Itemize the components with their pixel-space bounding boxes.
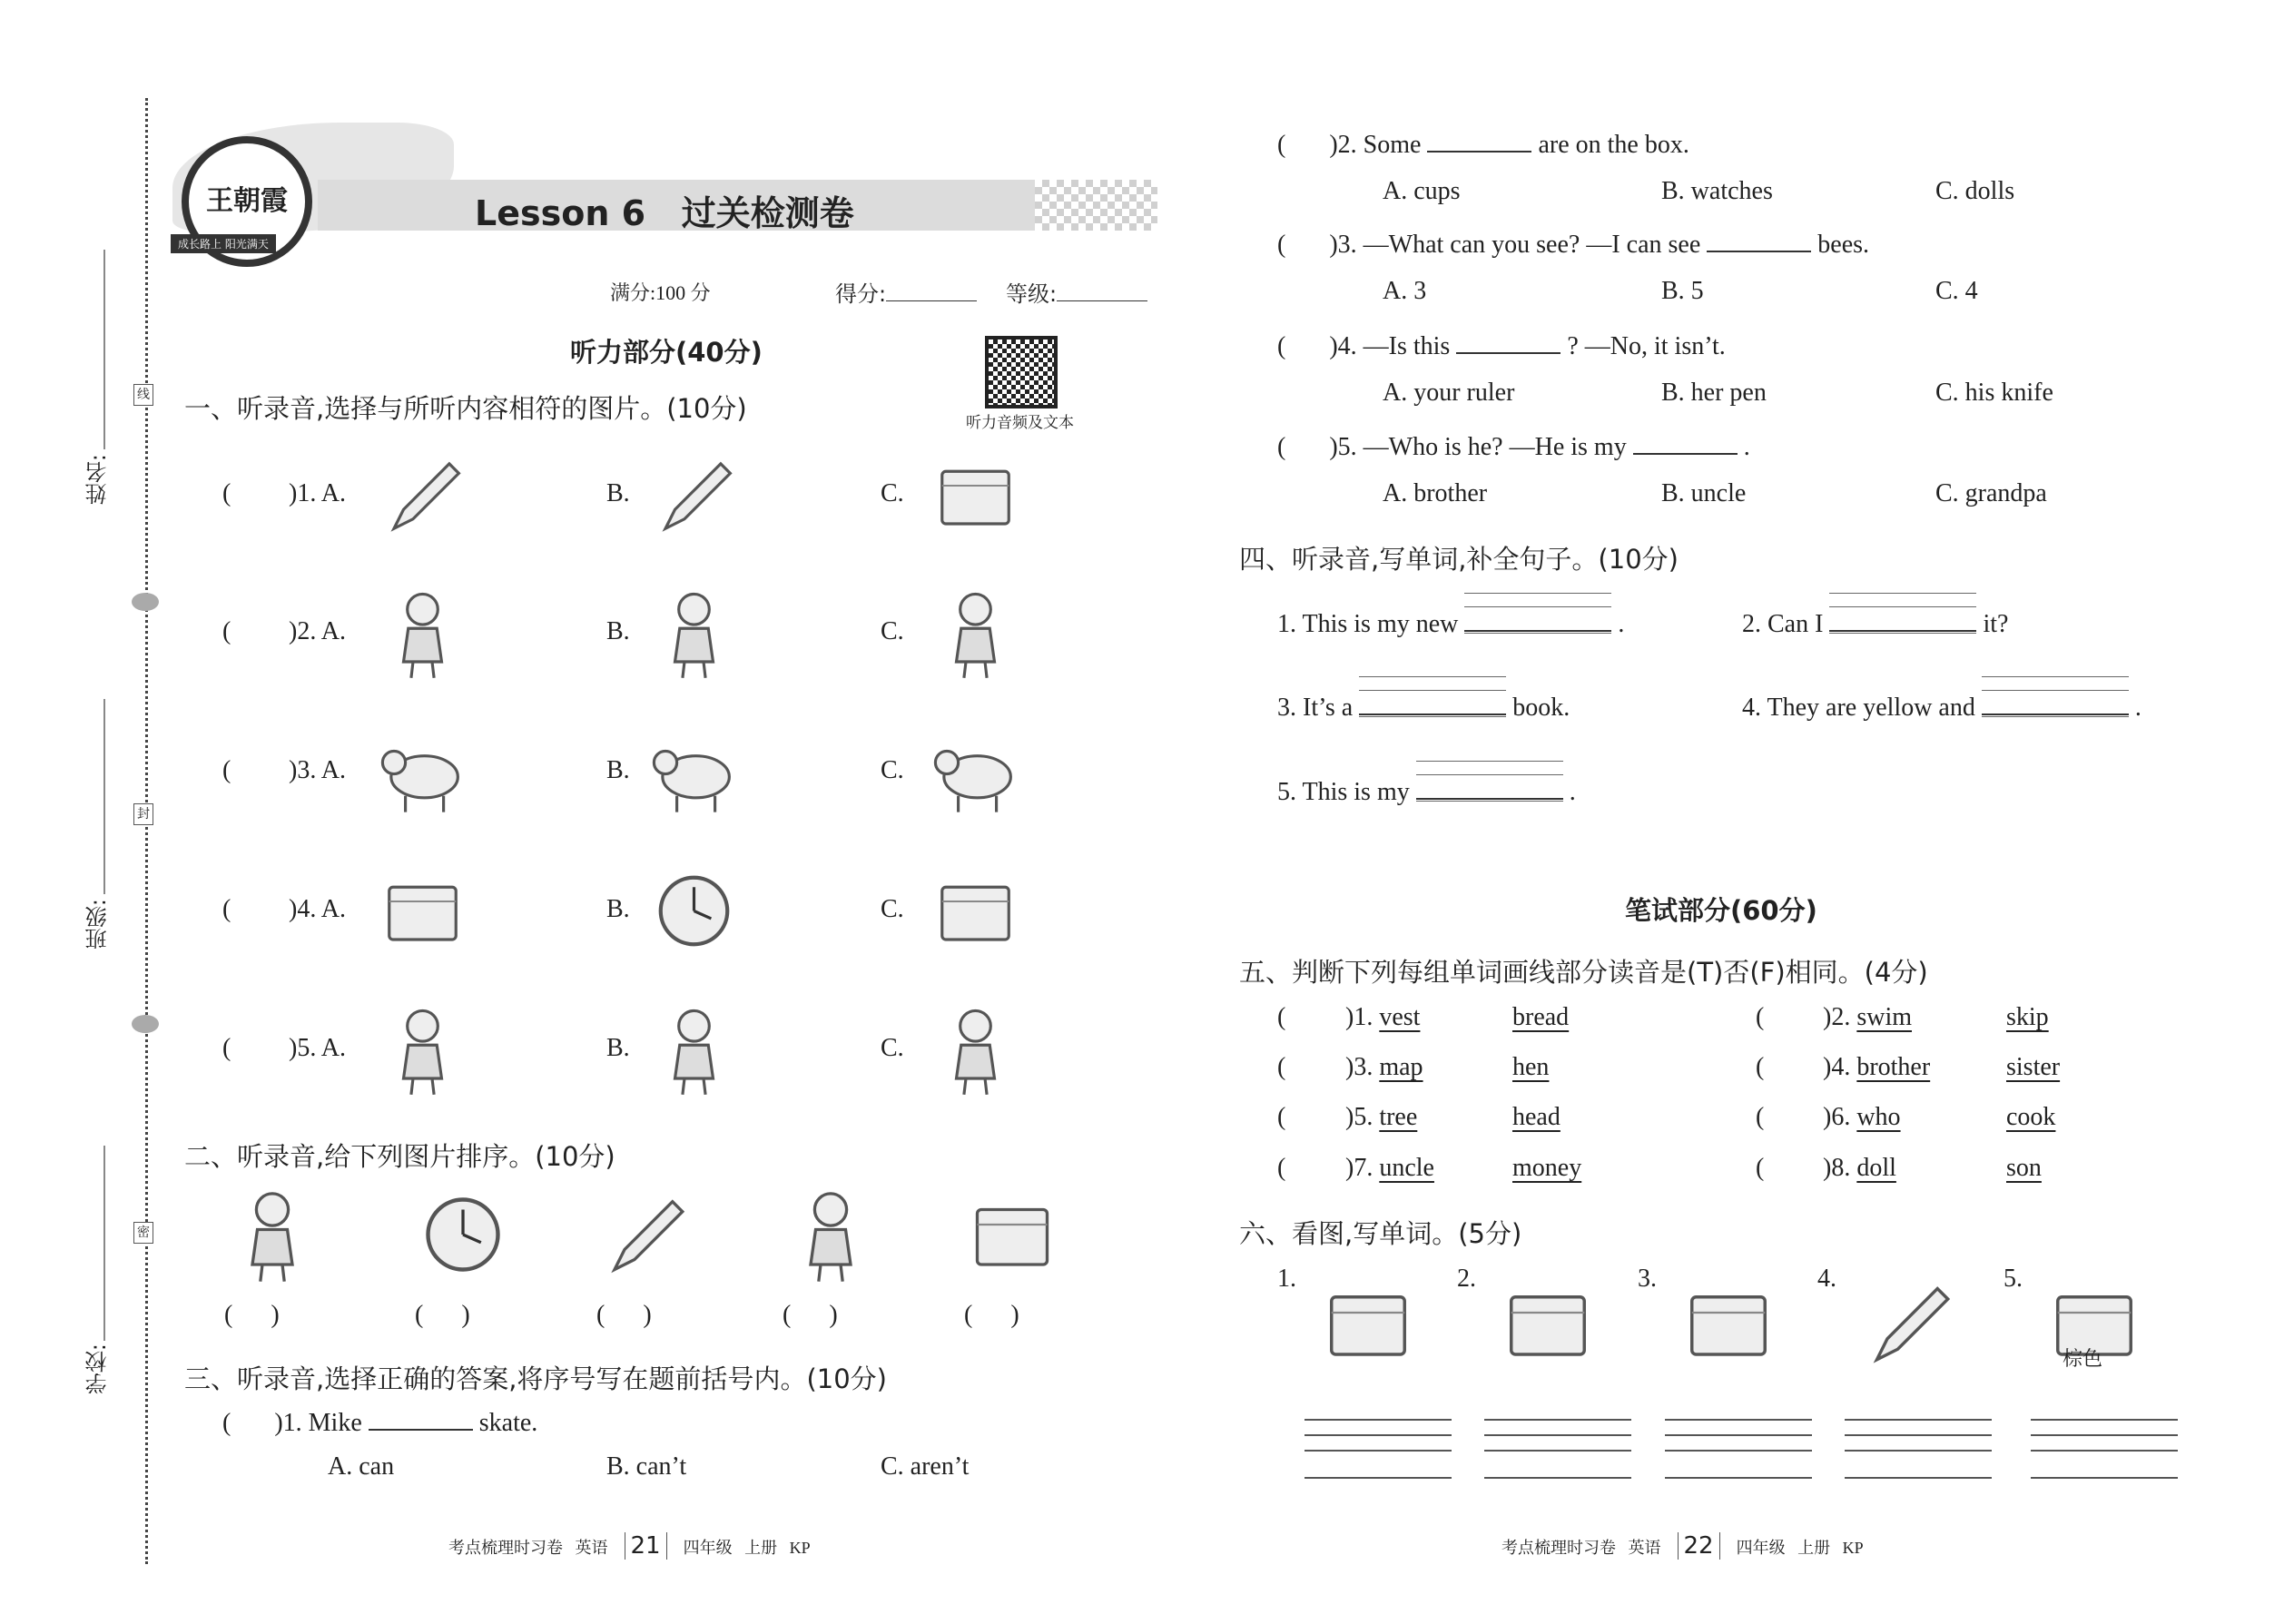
section2-heading: 二、听录音,给下列图片排序。(10分) [184, 1141, 615, 1172]
logo-text: 王朝霞 [206, 185, 288, 217]
option-c-label: C. [881, 895, 904, 923]
pig-picture [375, 724, 470, 820]
option-a: A. 3 [1383, 277, 1427, 305]
fill-in-sentence [1277, 774, 1576, 807]
school-label: 学校: [85, 1343, 111, 1395]
footer-edition: KP [789, 1539, 811, 1557]
word-1: who [1856, 1103, 1901, 1131]
order-paren[interactable]: ( ) [964, 1301, 1019, 1329]
guide-line [1829, 593, 1976, 594]
footer-book: 考点梳理时习卷 [448, 1539, 563, 1557]
footer-term: 上册 [744, 1539, 778, 1557]
sentence-start: 5. This is my [1277, 778, 1410, 806]
seal-ornament [132, 1015, 159, 1033]
answer-paren[interactable]: ( [1277, 1053, 1286, 1081]
guide-line [1416, 774, 1563, 775]
option-b-label: B. [606, 895, 630, 923]
word-pair-first [1823, 1053, 1930, 1082]
option-c: C. his knife [1935, 379, 2053, 407]
item-number: )7. [1345, 1154, 1373, 1182]
answer-paren[interactable]: ( [222, 1034, 231, 1062]
option-b: B. 5 [1661, 277, 1704, 305]
question-number: )1. A. [289, 479, 346, 507]
option-b-label: B. [606, 1034, 630, 1062]
sentence-end: . [2134, 694, 2141, 722]
writing-guide-line[interactable] [2031, 1434, 2178, 1436]
binding-dotted-line [145, 98, 148, 1564]
answer-paren[interactable]: ( [1756, 1003, 1765, 1031]
word-1: map [1379, 1053, 1423, 1081]
sentence-end: . [1569, 778, 1576, 806]
guide-line [1982, 690, 2129, 691]
question-number: )3. A. [289, 756, 346, 784]
guide-line [1416, 761, 1563, 762]
guide-line [1829, 606, 1976, 607]
picture-number: 2. [1457, 1265, 1476, 1293]
seal-mark: 密 [133, 1222, 153, 1244]
footer-right [1501, 1532, 1864, 1560]
sentence-end: it? [1983, 610, 2009, 638]
writing-guide-line[interactable] [1305, 1477, 1452, 1479]
option-c-label: C. [881, 756, 904, 784]
option-b: B. can’t [606, 1452, 687, 1481]
sentence-start: 4. They are yellow and [1742, 694, 1975, 722]
question-stem-end: skate. [478, 1409, 538, 1437]
option-c: C. grandpa [1935, 479, 2047, 507]
word-pair-first [1345, 1103, 1417, 1132]
pen-picture [646, 448, 742, 543]
word-pair-first [1823, 1103, 1901, 1132]
school-line[interactable] [103, 1146, 105, 1341]
watch-picture [413, 1185, 513, 1284]
option-b: B. her pen [1661, 379, 1767, 407]
word-1: brother [1856, 1053, 1931, 1081]
pencil-box-picture [595, 1185, 694, 1284]
guide-line [1359, 716, 1506, 717]
writing-guide-line[interactable] [1305, 1419, 1452, 1421]
four-line-writing-blank[interactable] [1359, 690, 1506, 715]
fill-in-sentence [1742, 690, 2141, 723]
footer-book: 考点梳理时习卷 [1501, 1539, 1616, 1557]
writing-guide-line[interactable] [1665, 1419, 1812, 1421]
option-c-label: C. [881, 1034, 904, 1062]
section5-heading: 五、判断下列每组单词画线部分读音是(T)否(F)相同。(4分) [1239, 957, 1928, 988]
question-s3-1: ( )1. Mike skate. [222, 1405, 537, 1438]
writing-guide-line[interactable] [1845, 1450, 1992, 1452]
option-a: A. brother [1383, 479, 1488, 507]
word-2: money [1512, 1154, 1582, 1182]
writing-guide-line[interactable] [1665, 1477, 1812, 1479]
writing-guide-line[interactable] [1484, 1434, 1631, 1436]
order-paren[interactable]: ( ) [783, 1301, 838, 1329]
option-c-label: C. [881, 617, 904, 645]
sentence-start: 2. Can I [1742, 610, 1824, 638]
writing-guide-line[interactable] [1484, 1477, 1631, 1479]
seal-mark: 线 [133, 384, 153, 406]
answer-blank[interactable] [1633, 429, 1738, 455]
writing-guide-line[interactable] [1305, 1434, 1452, 1436]
option-a: A. your ruler [1383, 379, 1515, 407]
answer-paren[interactable]: ( [1756, 1053, 1765, 1081]
picture-number: 1. [1277, 1265, 1296, 1293]
writing-guide-line[interactable] [1484, 1419, 1631, 1421]
sentence-start: 3. It’s a [1277, 694, 1354, 722]
section3-heading: 三、听录音,选择正确的答案,将序号写在题前括号内。(10分) [184, 1363, 887, 1394]
word-1: swim [1856, 1003, 1913, 1031]
picture-number: 4. [1817, 1265, 1836, 1293]
word-2: son [2006, 1154, 2042, 1182]
page-number: 22 [1678, 1532, 1720, 1560]
four-line-writing-blank[interactable] [1829, 606, 1976, 632]
four-line-writing-blank[interactable] [1982, 690, 2129, 715]
word-1: uncle [1379, 1154, 1434, 1182]
option-b-label: B. [606, 617, 630, 645]
boy-picture [781, 1185, 881, 1284]
answer-blank[interactable] [369, 1405, 473, 1431]
girl-picture [375, 1002, 470, 1097]
leg-picture [1493, 1271, 1602, 1375]
class-label: 班级: [85, 899, 111, 950]
qr-code[interactable] [985, 336, 1058, 408]
logo-slogan: 成长路上 阳光满天 [171, 234, 276, 253]
word-pair-first [1345, 1154, 1434, 1183]
answer-paren[interactable]: ( [1756, 1154, 1765, 1182]
guide-line [1359, 690, 1506, 691]
option-c: C. 4 [1935, 277, 1978, 305]
answer-paren[interactable]: ( [222, 617, 231, 645]
question-stem: )1. Mike [274, 1409, 362, 1437]
guide-line [1416, 801, 1563, 802]
option-b-label: B. [606, 756, 630, 784]
sentence-start: 1. This is my new [1277, 610, 1459, 638]
four-line-writing-blank[interactable] [1416, 774, 1563, 800]
word-pair-first [1345, 1003, 1420, 1032]
guide-line [1829, 633, 1976, 634]
swimming-child-picture [646, 586, 742, 681]
guide-line [1359, 676, 1506, 677]
word-2: hen [1512, 1053, 1550, 1081]
option-b: B. uncle [1661, 479, 1747, 507]
family-picture [1674, 1271, 1783, 1375]
option-b: B. watches [1661, 177, 1773, 205]
word-2: sister [2006, 1053, 2061, 1081]
writing-section-title: 笔试部分(60分) [1625, 895, 1817, 926]
answer-paren[interactable]: ( [1277, 1003, 1286, 1031]
question-stem: )4. —Is this [1329, 332, 1451, 360]
page-number: 21 [625, 1532, 667, 1560]
dog-picture [928, 724, 1023, 820]
girl-picture [222, 1185, 322, 1284]
guide-line [1464, 593, 1611, 594]
listening-section-title: 听力部分(40分) [570, 337, 763, 368]
answer-paren[interactable]: ( [1756, 1103, 1765, 1131]
full-score: 满分:100 分 [610, 281, 711, 304]
footer-grade: 四年级 [1736, 1539, 1786, 1557]
option-c-label: C. [881, 479, 904, 507]
answer-blank[interactable] [1456, 329, 1561, 354]
item-number: )3. [1345, 1053, 1373, 1081]
item-number: )5. [1345, 1103, 1373, 1131]
seal-ornament [132, 593, 159, 611]
writing-guide-line[interactable] [2031, 1450, 2178, 1452]
class-line[interactable] [103, 699, 105, 894]
item-number: )8. [1823, 1154, 1851, 1182]
picture-number: 5. [2004, 1265, 2023, 1293]
section1-heading: 一、听录音,选择与所听内容相符的图片。(10分) [184, 393, 747, 424]
footer-subject: 英语 [1628, 1539, 1661, 1557]
question-number: )4. A. [289, 895, 346, 923]
word-pair-first [1823, 1003, 1912, 1032]
footer-edition: KP [1842, 1539, 1864, 1557]
order-paren[interactable]: ( ) [415, 1301, 470, 1329]
clock-picture [646, 863, 742, 959]
score-field[interactable] [835, 276, 977, 308]
question-number: )5. A. [289, 1034, 346, 1062]
question-stem: )2. Some [1329, 131, 1422, 159]
word-pair-first [1823, 1154, 1896, 1183]
option-c: C. dolls [1935, 177, 2015, 205]
grade-field[interactable] [1006, 276, 1147, 308]
page-title: Lesson 6 过关检测卷 [475, 193, 854, 233]
word-2: cook [2006, 1103, 2056, 1131]
question-stem-end: bees. [1817, 231, 1870, 259]
answer-paren[interactable]: ( [222, 895, 231, 923]
option-c: C. aren’t [881, 1452, 970, 1481]
footer-grade: 四年级 [683, 1539, 733, 1557]
writing-guide-line[interactable] [1484, 1450, 1631, 1452]
guide-line [1982, 676, 2129, 677]
name-label: 姓名: [85, 454, 111, 506]
fill-in-sentence [1277, 690, 1570, 723]
question-s3-2: ( )2. Some are on the box. [1277, 127, 1689, 160]
desk-picture [928, 863, 1023, 959]
word-1: tree [1379, 1103, 1418, 1131]
boy-picture [646, 1002, 742, 1097]
word-1: vest [1379, 1003, 1421, 1031]
word-2: bread [1512, 1003, 1570, 1031]
order-paren[interactable]: ( ) [224, 1301, 280, 1329]
writing-guide-line[interactable] [1305, 1450, 1452, 1452]
writing-guide-line[interactable] [1845, 1434, 1992, 1436]
option-a: A. cups [1383, 177, 1461, 205]
grade-label: 等级: [1006, 281, 1058, 307]
question-stem-end: ? —No, it isn’t. [1567, 332, 1726, 360]
pencil-picture [375, 448, 470, 543]
book-picture [928, 448, 1023, 543]
answer-paren[interactable]: ( [222, 756, 231, 784]
color-hint: 棕色 [2063, 1348, 2103, 1371]
answer-paren[interactable]: ( [1277, 1154, 1286, 1182]
bedroom-picture [1314, 1271, 1423, 1375]
item-number: )1. [1345, 1003, 1373, 1031]
word-2: head [1512, 1103, 1561, 1131]
answer-blank[interactable] [1427, 127, 1531, 153]
word-1: doll [1856, 1154, 1896, 1182]
option-a: A. can [328, 1452, 395, 1481]
guide-line [1464, 633, 1611, 634]
picture-number: 3. [1638, 1265, 1657, 1293]
section4-heading: 四、听录音,写单词,补全句子。(10分) [1239, 544, 1679, 575]
answer-paren[interactable]: ( [222, 479, 231, 507]
footer-term: 上册 [1797, 1539, 1831, 1557]
guide-line [1464, 606, 1611, 607]
guide-line [1982, 716, 2129, 717]
sheep-picture [646, 724, 742, 820]
answer-blank[interactable] [1707, 227, 1811, 252]
question-stem: )5. —Who is he? —He is my [1329, 433, 1627, 461]
four-line-writing-blank[interactable] [1464, 606, 1611, 632]
order-paren[interactable]: ( ) [596, 1301, 652, 1329]
question-stem-end: . [1743, 433, 1750, 461]
writing-guide-line[interactable] [2031, 1477, 2178, 1479]
seal-mark: 封 [133, 803, 153, 825]
qr-caption: 听力音频及文本 [966, 414, 1074, 431]
footer-subject: 英语 [575, 1539, 608, 1557]
sentence-end: book. [1512, 694, 1570, 722]
writing-guide-line[interactable] [1665, 1450, 1812, 1452]
title-band-checker [1035, 180, 1157, 231]
writing-guide-line[interactable] [1845, 1477, 1992, 1479]
item-number: )6. [1823, 1103, 1851, 1131]
name-line[interactable] [103, 250, 105, 449]
writing-guide-line[interactable] [2031, 1419, 2178, 1421]
fill-in-sentence [1742, 606, 2008, 639]
sentence-end: . [1618, 610, 1625, 638]
footer-left [448, 1532, 811, 1560]
question-s3-3: ( )3. —What can you see? —I can see bees. [1277, 227, 1869, 260]
writing-guide-line[interactable] [1845, 1419, 1992, 1421]
cup-picture [375, 863, 470, 959]
question-s3-4: ( )4. —Is this ? —No, it isn’t. [1277, 329, 1726, 361]
question-s3-5: ( )5. —Who is he? —He is my . [1277, 429, 1750, 462]
singing-girl-picture [928, 586, 1023, 681]
section6-heading: 六、看图,写单词。(5分) [1239, 1218, 1522, 1249]
question-stem: )3. —What can you see? —I can see [1329, 231, 1701, 259]
item-number: )2. [1823, 1003, 1851, 1031]
books-picture [962, 1185, 1062, 1284]
word-pair-first [1345, 1053, 1423, 1082]
dancing-girl-picture [375, 586, 470, 681]
score-label: 得分: [835, 281, 887, 307]
fill-in-sentence [1277, 606, 1624, 639]
question-number: )2. A. [289, 617, 346, 645]
writing-guide-line[interactable] [1665, 1434, 1812, 1436]
word-2: skip [2006, 1003, 2049, 1031]
grandpa-picture [928, 1002, 1023, 1097]
question-stem-end: are on the box. [1538, 131, 1689, 159]
pencil-picture [1854, 1271, 1963, 1375]
answer-paren[interactable]: ( [1277, 1103, 1286, 1131]
option-b-label: B. [606, 479, 630, 507]
item-number: )4. [1823, 1053, 1851, 1081]
